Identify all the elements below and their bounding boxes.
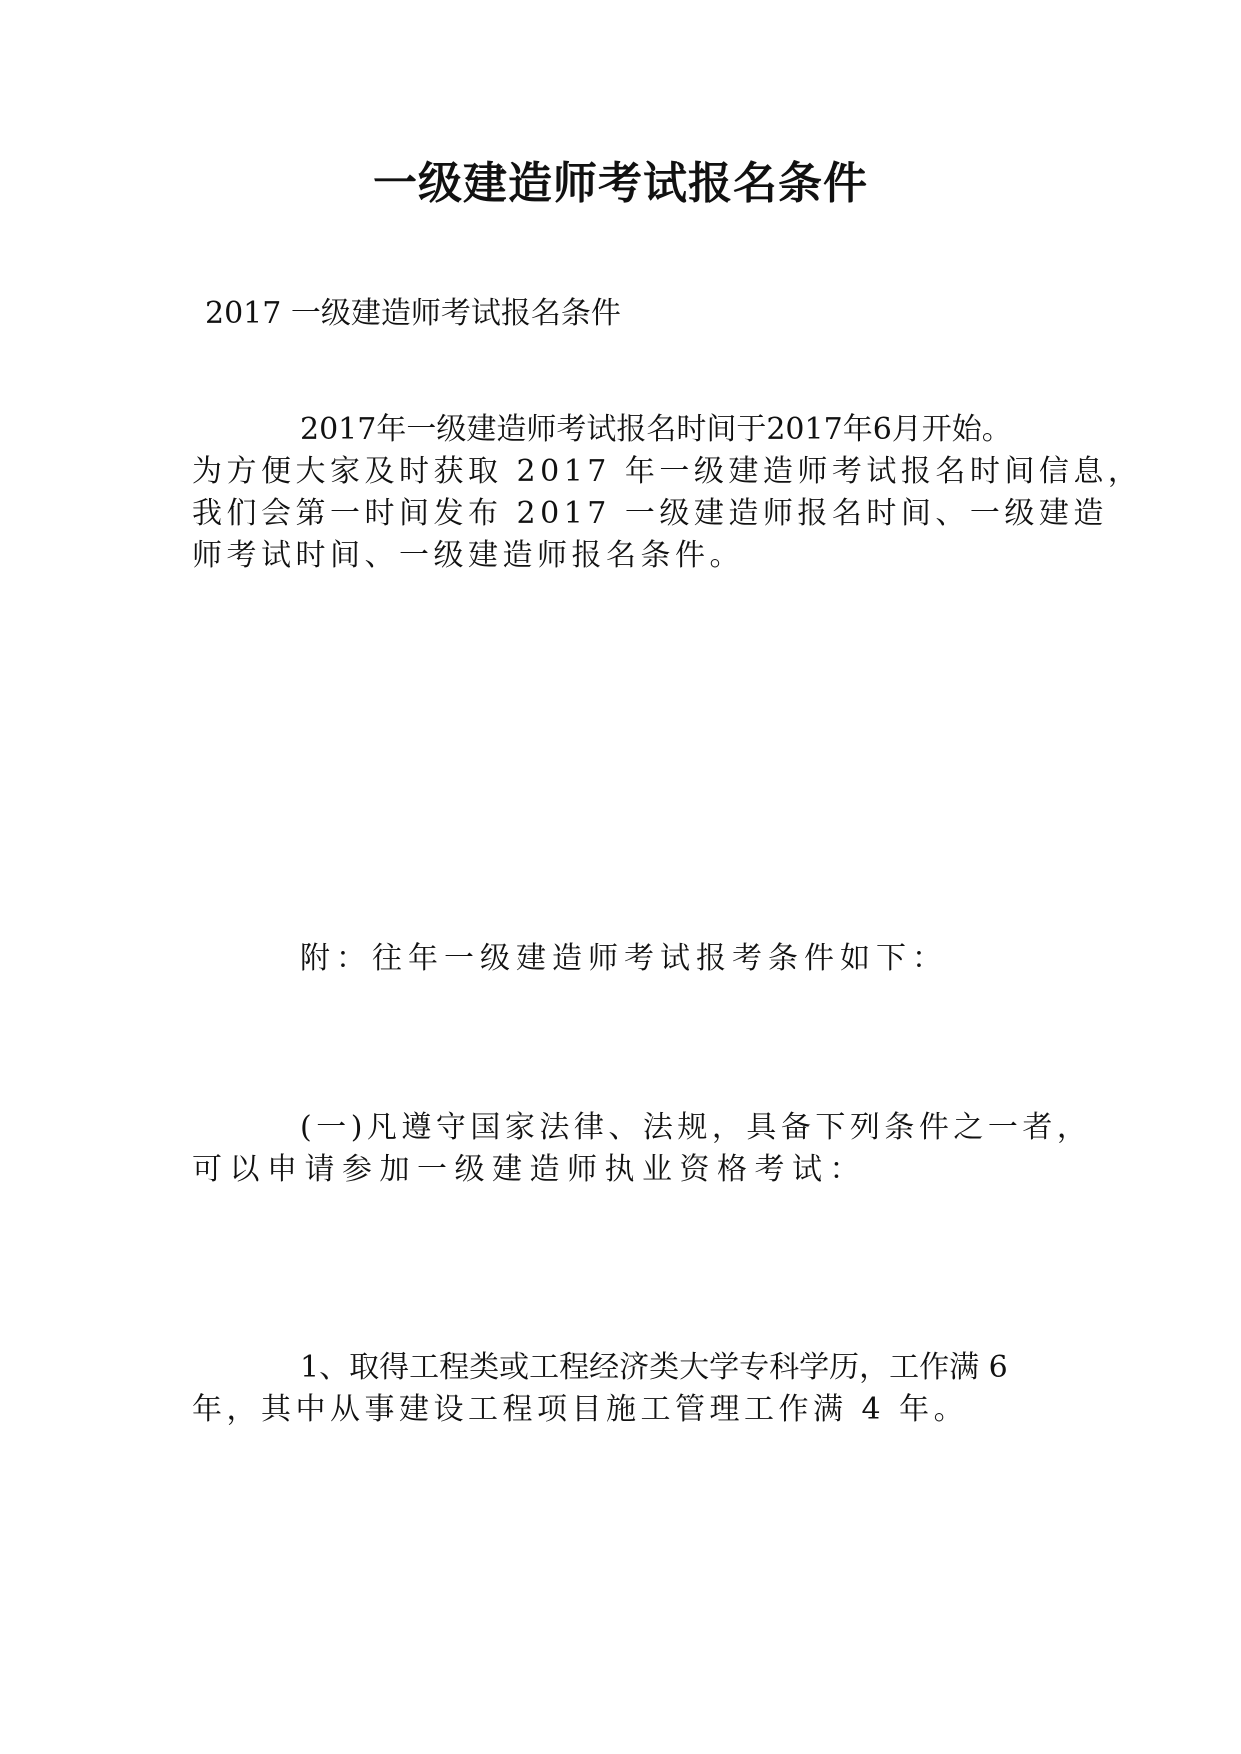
paragraph-condition-1 [192, 1347, 1072, 1431]
paragraph-line: 可以申请参加一级建造师执业资格考试： [192, 1152, 867, 1187]
document-title: 一级建造师考试报名条件 [373, 158, 868, 209]
paragraph-line: 我们会第一时间发布 2017 一级建造师报名时间、一级建造 [192, 496, 1108, 531]
paragraph-line: (一)凡遵守国家法律、法规，具备下列条件之一者， [300, 1110, 1092, 1145]
paragraph-line: 师考试时间、一级建造师报名条件。 [192, 538, 744, 573]
paragraph-line: 1、取得工程类或工程经济类大学专科学历，工作满 6 [300, 1350, 1008, 1385]
paragraph-registration-time [192, 409, 1143, 577]
paragraph-general-condition [192, 1107, 1092, 1191]
paragraph-line: 附：往年一级建造师考试报考条件如下： [300, 941, 948, 976]
paragraph-line: 为方便大家及时获取 2017 年一级建造师考试报名时间信息， [192, 454, 1143, 489]
paragraph-appendix-heading [192, 938, 1072, 980]
document-subtitle: 2017 一级建造师考试报名条件 [205, 296, 621, 331]
paragraph-line: 2017年一级建造师考试报名时间于2017年6月开始。 [300, 412, 1012, 447]
paragraph-line: 年，其中从事建设工程项目施工管理工作满 4 年。 [192, 1392, 969, 1427]
